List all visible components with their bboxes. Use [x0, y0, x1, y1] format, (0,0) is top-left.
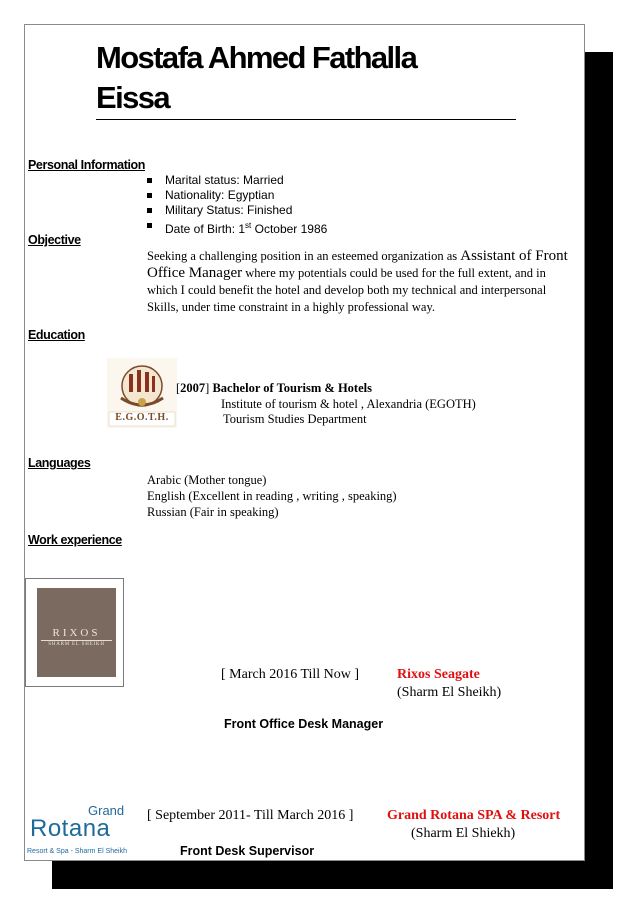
grand-rotana-logo: [26, 803, 134, 863]
language-item: Arabic (Mother tongue): [147, 473, 267, 487]
list-item: Marital status: Married: [147, 173, 327, 188]
personal-info-list: [147, 173, 328, 236]
language-item: Russian (Fair in speaking): [147, 505, 279, 519]
work-company: Rixos Seagate: [397, 667, 480, 682]
rotana-logo-text: Rotana: [30, 815, 111, 842]
rixos-logo: [37, 588, 116, 677]
work-title: Front Desk Supervisor: [180, 844, 315, 858]
work-location: (Sharm El Shiekh): [411, 826, 516, 841]
rotana-logo-subtext: Resort & Spa - Sharm El Sheikh: [27, 848, 127, 855]
education-department: Tourism Studies Department: [223, 412, 367, 426]
section-objective: Objective: [28, 233, 81, 247]
objective-text: Seeking a challenging position in an esteemed organization as Assistant of Front Office Manager where my potentials could be used for the full extent, and in which I could benefit the hotel and develop both my technical and interpersonal Skills, under time constraint in a highly professional way.: [147, 248, 568, 314]
name-line-2: Eissa: [96, 80, 170, 115]
egoth-logo: [107, 358, 177, 428]
page: [24, 24, 585, 861]
education-degree: [2007] Bachelor of Tourism & Hotels: [176, 381, 372, 395]
rotana-logo-grand: Grand: [88, 803, 125, 818]
rixos-logo-text: RIXOS: [52, 627, 101, 639]
list-item: Date of Birth: 1st October 1986: [147, 218, 327, 233]
egoth-logo-text: E.G.O.T.H.: [115, 412, 169, 423]
rixos-logo-frame: [25, 578, 124, 687]
section-work-experience: Work experience: [28, 533, 122, 547]
language-item: English (Excellent in reading , writing , speaking): [147, 489, 397, 503]
name-line-1: Mostafa Ahmed Fathalla: [96, 40, 417, 75]
section-languages: Languages: [28, 456, 91, 470]
list-item: Military Status: Finished: [147, 203, 327, 218]
education-institute: Institute of tourism & hotel , Alexandria (EGOTH): [221, 397, 476, 411]
rixos-logo-subtext: SHARM EL SHEIKH: [48, 642, 105, 647]
list-item: Nationality: Egyptian: [147, 188, 327, 203]
section-education: Education: [28, 328, 85, 342]
header-rule: [96, 119, 516, 120]
work-period: [ March 2016 Till Now ]: [221, 667, 360, 682]
work-period: [ September 2011- Till March 2016 ]: [147, 808, 354, 823]
work-location: (Sharm El Sheikh): [397, 685, 502, 700]
section-personal-information: Personal Information: [28, 158, 146, 172]
work-company: Grand Rotana SPA & Resort: [387, 808, 561, 823]
work-title: Front Office Desk Manager: [224, 717, 384, 731]
